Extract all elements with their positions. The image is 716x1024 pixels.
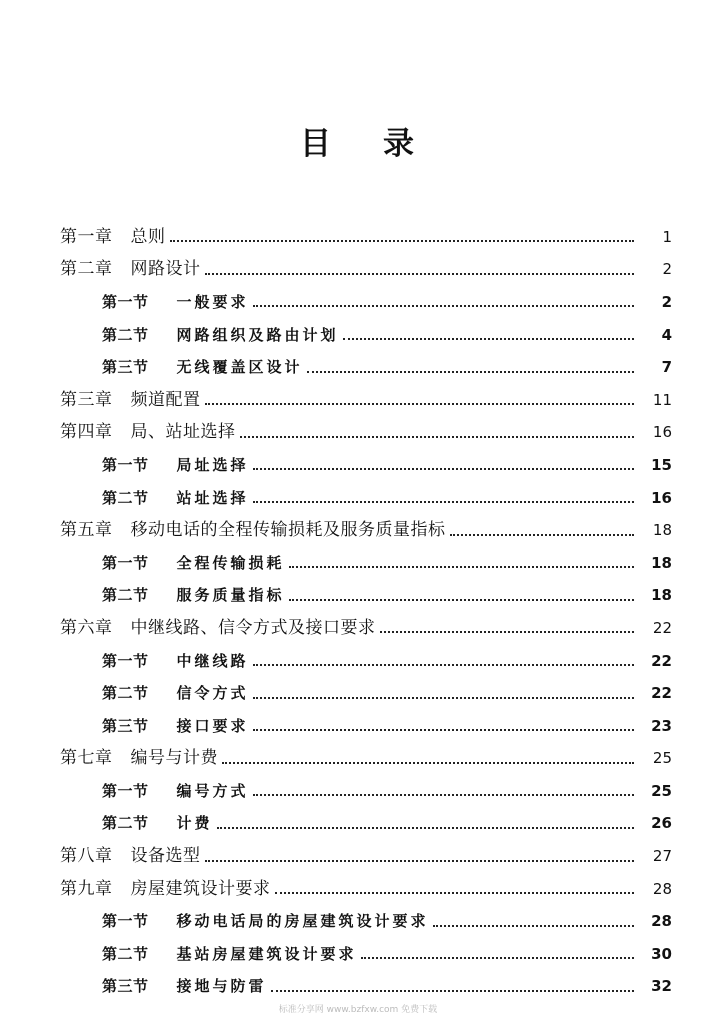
toc-section-row	[60, 710, 672, 743]
toc-page-number: 22	[652, 618, 672, 637]
toc-chapter-row	[60, 840, 672, 873]
dot-leader	[361, 957, 634, 959]
toc-section-row	[60, 286, 672, 319]
toc-entry-number: 第三章	[60, 389, 113, 410]
toc-chapter-row	[60, 384, 672, 417]
toc-page-number: 25	[652, 749, 672, 768]
toc-chapter-row	[60, 873, 672, 906]
toc-page-number: 16	[652, 423, 672, 442]
dot-leader	[271, 990, 634, 992]
dot-leader	[433, 925, 634, 927]
toc-entry-number: 第四章	[60, 422, 113, 443]
dot-leader	[253, 501, 634, 503]
toc-page-number: 22	[651, 651, 672, 670]
toc-entry-title: 一般要求	[176, 292, 249, 311]
toc-chapter-row	[60, 221, 672, 254]
toc-entry-number: 第七章	[60, 748, 113, 769]
dot-leader	[253, 697, 634, 699]
toc-entry-title: 无线覆盖区设计	[176, 358, 303, 377]
dot-leader	[170, 240, 635, 242]
toc-page-number: 32	[651, 977, 672, 996]
dot-leader	[217, 827, 634, 829]
toc-page-number: 26	[651, 814, 672, 833]
toc-entry-label	[102, 914, 429, 929]
toc-entry-label	[102, 553, 285, 572]
toc-entry-title: 网路组织及路由计划	[176, 325, 339, 344]
toc-entry-label	[102, 686, 249, 701]
toc-section-row	[60, 351, 672, 384]
dot-leader	[253, 729, 634, 731]
toc-entry-title: 移动电话局的房屋建筑设计要求	[176, 912, 429, 931]
toc-entry-title: 局、站址选择	[130, 422, 236, 443]
toc-entry-number: 第五章	[60, 520, 113, 541]
toc-section-row	[60, 449, 672, 482]
dot-leader	[222, 762, 634, 764]
toc-entry-title: 站址选择	[176, 488, 249, 507]
toc-entry-number: 第二节	[102, 944, 149, 963]
dot-leader	[240, 436, 635, 438]
toc-page-number: 18	[651, 586, 672, 605]
toc-entry-label	[60, 424, 236, 441]
toc-entry-title: 编号方式	[176, 781, 249, 800]
toc-entry-number: 第六章	[60, 617, 113, 638]
toc-entry-number: 第九章	[60, 878, 113, 899]
toc-entry-number: 第二节	[102, 488, 149, 507]
toc-entry-title: 接口要求	[176, 716, 249, 735]
dot-leader	[205, 403, 635, 405]
toc-section-row	[60, 808, 672, 841]
toc-entry-title: 接地与防雷	[176, 977, 267, 996]
toc-page-number: 23	[651, 716, 672, 735]
toc-entry-number: 第一节	[102, 912, 149, 931]
toc-entry-label	[102, 944, 357, 963]
dot-leader	[343, 338, 634, 340]
toc-entry-title: 网路设计	[130, 259, 201, 280]
table-of-contents	[60, 221, 672, 1003]
toc-entry-label	[102, 781, 249, 800]
toc-section-row	[60, 775, 672, 808]
toc-entry-number: 第二节	[102, 684, 149, 703]
dot-leader	[275, 892, 635, 894]
toc-entry-number: 第三节	[102, 358, 149, 377]
toc-entry-title: 编号与计费	[130, 748, 218, 769]
toc-entry-label	[60, 617, 376, 638]
toc-entry-label	[102, 816, 213, 831]
toc-entry-label	[102, 651, 249, 670]
toc-chapter-row	[60, 417, 672, 450]
dot-leader	[307, 371, 634, 373]
toc-entry-title: 全程传输损耗	[176, 553, 285, 572]
toc-entry-title: 信令方式	[176, 684, 249, 703]
toc-entry-number: 第三节	[102, 977, 149, 996]
toc-entry-label	[60, 389, 201, 410]
toc-page-number: 18	[652, 521, 672, 540]
toc-entry-label	[102, 979, 267, 994]
toc-entry-title: 局址选择	[176, 455, 249, 474]
toc-page-number: 4	[661, 325, 672, 344]
dot-leader	[450, 534, 635, 536]
toc-entry-title: 中继线路、信令方式及接口要求	[130, 617, 376, 638]
toc-entry-title: 移动电话的全程传输损耗及服务质量指标	[130, 520, 446, 541]
toc-page-number: 22	[651, 684, 672, 703]
toc-entry-label	[102, 292, 249, 311]
title-char-2: 录	[383, 126, 416, 162]
toc-entry-number: 第一节	[102, 781, 149, 800]
toc-page-number: 28	[652, 879, 672, 898]
toc-entry-number: 第三节	[102, 716, 149, 735]
dot-leader	[253, 468, 634, 470]
dot-leader	[289, 566, 634, 568]
toc-entry-label	[60, 522, 446, 539]
toc-entry-number: 第二章	[60, 259, 113, 280]
toc-section-row	[60, 938, 672, 971]
toc-entry-number: 第八章	[60, 846, 113, 867]
toc-page-number: 1	[662, 227, 672, 246]
toc-entry-title: 服务质量指标	[176, 586, 285, 605]
toc-section-row	[60, 482, 672, 515]
toc-chapter-row	[60, 743, 672, 776]
toc-entry-title: 中继线路	[176, 651, 249, 670]
dot-leader	[289, 599, 634, 601]
watermark-text: 标准分享网 www.bzfxw.com 免费下载	[278, 1005, 438, 1015]
toc-entry-number: 第一节	[102, 455, 149, 474]
toc-section-row	[60, 547, 672, 580]
dot-leader	[205, 860, 635, 862]
toc-entry-number: 第二节	[102, 586, 149, 605]
toc-section-row	[60, 905, 672, 938]
toc-page-number: 11	[652, 390, 672, 409]
toc-entry-label	[60, 226, 166, 247]
toc-page-number: 28	[651, 912, 672, 931]
toc-section-row	[60, 645, 672, 678]
toc-entry-number: 第一节	[102, 292, 149, 311]
toc-page-number: 7	[661, 358, 672, 377]
toc-entry-label	[102, 325, 339, 344]
toc-entry-label	[60, 750, 218, 767]
toc-entry-number: 第一节	[102, 553, 149, 572]
toc-entry-number: 第一节	[102, 651, 149, 670]
toc-entry-label	[102, 455, 249, 474]
toc-chapter-row	[60, 514, 672, 547]
dot-leader	[253, 664, 634, 666]
title-char-1: 目	[300, 126, 333, 162]
toc-entry-number: 第二节	[102, 325, 149, 344]
toc-page-number: 2	[662, 260, 672, 279]
toc-section-row	[60, 677, 672, 710]
toc-entry-label	[102, 360, 303, 375]
toc-chapter-row	[60, 612, 672, 645]
toc-page-number: 25	[651, 781, 672, 800]
toc-entry-label	[60, 878, 271, 899]
toc-page-number: 15	[651, 455, 672, 474]
toc-page-number: 30	[651, 944, 672, 963]
toc-entry-title: 频道配置	[130, 389, 201, 410]
toc-entry-label	[60, 261, 201, 278]
toc-page-number: 16	[651, 488, 672, 507]
toc-section-row	[60, 319, 672, 352]
toc-entry-title: 总则	[130, 226, 166, 247]
toc-page-number: 18	[651, 553, 672, 572]
toc-section-row	[60, 580, 672, 613]
toc-entry-label	[102, 716, 249, 735]
toc-entry-title: 房屋建筑设计要求	[130, 878, 271, 899]
toc-section-row	[60, 971, 672, 1004]
dot-leader	[253, 305, 634, 307]
toc-entry-title: 设备选型	[130, 846, 201, 867]
toc-entry-label	[60, 848, 201, 865]
dot-leader	[380, 631, 635, 633]
toc-page-number: 2	[661, 292, 672, 311]
toc-page-number: 27	[652, 847, 672, 866]
toc-entry-title: 计费	[176, 814, 213, 833]
toc-entry-number: 第一章	[60, 226, 113, 247]
toc-entry-number: 第二节	[102, 814, 149, 833]
toc-entry-label	[102, 488, 249, 507]
toc-entry-title: 基站房屋建筑设计要求	[176, 944, 357, 963]
toc-entry-label	[102, 588, 285, 603]
dot-leader	[253, 794, 634, 796]
dot-leader	[205, 273, 635, 275]
toc-chapter-row	[60, 254, 672, 287]
page-title	[0, 118, 716, 163]
